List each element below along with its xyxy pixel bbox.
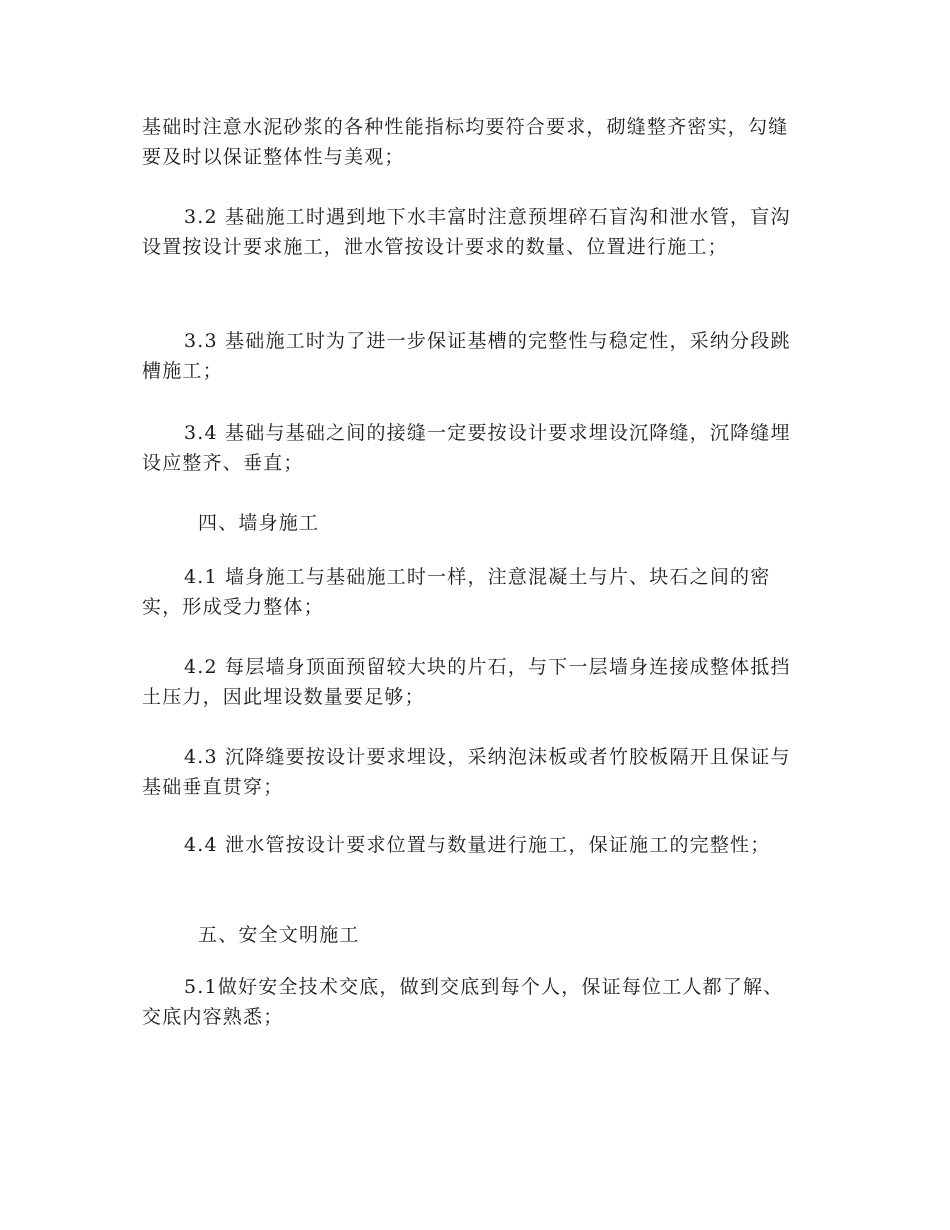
paragraph-5-1: 5.1做好安全技术交底，做到交底到每个人，保证每位工人都了解、 交底内容熟悉；: [142, 976, 791, 1028]
paragraph-3-4: 3.4 基础与基础之间的接缝一定要按设计要求埋设沉降缝，沉降缝埋设应整齐、垂直；: [142, 422, 791, 474]
section-heading-wall: 四、墙身施工: [198, 512, 320, 534]
paragraph-3-2: 3.2 基础施工时遇到地下水丰富时注意预埋碎石盲沟和泄水管，盲沟设置按设计要求施工，泄水管按设计要求的数量、位置进行施工；: [142, 206, 791, 258]
paragraph-3-3: 3.3 基础施工时为了进一步保证基槽的完整性与稳定性，采纳分段跳槽施工；: [142, 330, 791, 382]
paragraph-4-3: 4.3 沉降缝要按设计要求埋设，采纳泡沫板或者竹胶板隔开且保证与基础垂直贯穿；: [142, 746, 791, 798]
paragraph-4-4: 4.4 泄水管按设计要求位置与数量进行施工，保证施工的完整性；: [184, 834, 771, 856]
section-heading-safety: 五、安全文明施工: [198, 924, 360, 946]
paragraph-4-1: 4.1 墙身施工与基础施工时一样，注意混凝土与片、块石之间的密实，形成受力整体；: [142, 566, 771, 618]
paragraph-cement-mortar: 基础时注意水泥砂浆的各种性能指标均要符合要求，砌缝整齐密实，勾缝要及时以保证整体性与美观；: [142, 116, 789, 168]
paragraph-4-2: 4.2 每层墙身顶面预留较大块的片石，与下一层墙身连接成整体抵挡土压力，因此埋设数量要足够；: [142, 656, 791, 708]
